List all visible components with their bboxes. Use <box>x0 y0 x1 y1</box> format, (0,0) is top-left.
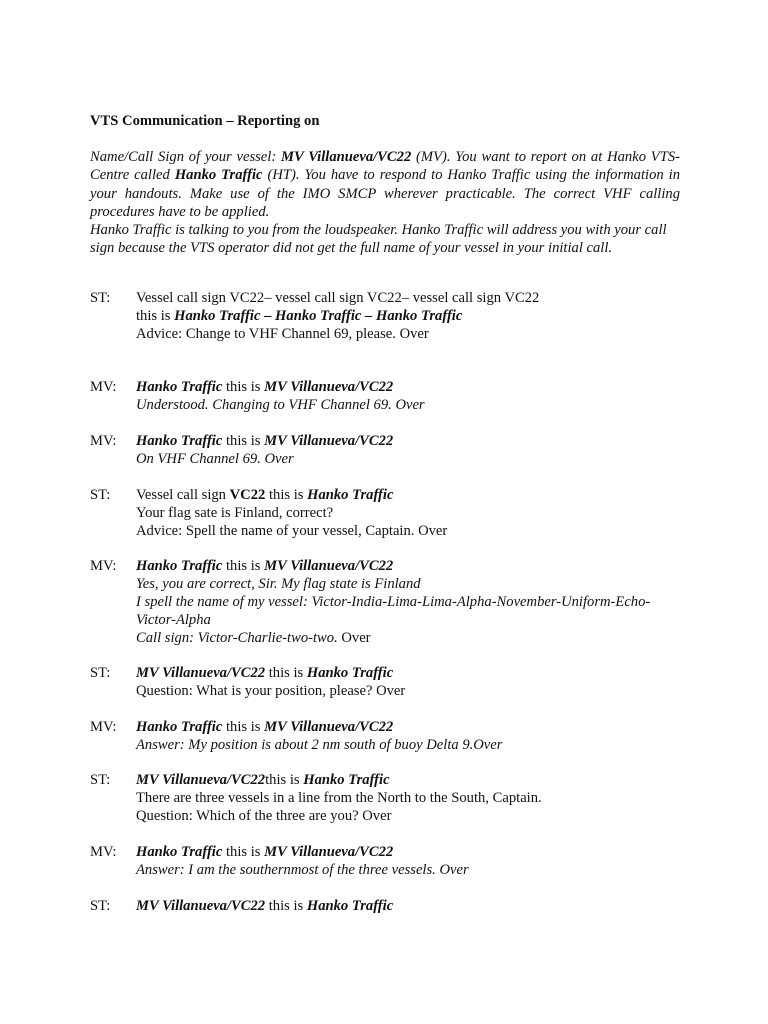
vessel-name: MV Villanueva/VC22 <box>264 433 394 449</box>
intro-loudspeaker-note: Hanko Traffic is talking to you from the loudspeaker. Hanko Traffic will address you with your call sign because the VTS operator did not get the full name of your vessel in your initial call. <box>90 222 667 257</box>
station-name: Hanko Traffic <box>303 772 390 788</box>
turn-line: Question: What is your position, please? Over <box>136 683 406 699</box>
station-name: Hanko Traffic <box>136 844 223 860</box>
line-text: this is <box>265 898 307 914</box>
line-text: this is <box>136 308 175 324</box>
station-name: Hanko Traffic <box>136 558 223 574</box>
turn-line: Answer: I am the southernmost of the three vessels. Over <box>136 862 469 878</box>
intro-text: Name/Call Sign of your vessel: <box>90 149 281 165</box>
line-text: this is <box>222 558 265 574</box>
turn-lines <box>136 289 696 343</box>
vessel-name: MV Villanueva/VC22 <box>136 898 266 914</box>
turn-line <box>136 664 696 682</box>
turn-lines <box>136 664 696 700</box>
call-sign: VC22 <box>229 487 266 503</box>
vessel-name: MV Villanueva/VC22 <box>136 665 266 681</box>
turn-line <box>136 307 696 325</box>
turn-line: Understood. Changing to VHF Channel 69. Over <box>136 397 425 413</box>
turn-line: Vessel call sign VC22– vessel call sign VC22– vessel call sign VC22 <box>136 290 540 306</box>
vessel-name: MV Villanueva/VC22 <box>264 558 394 574</box>
turn-lines <box>136 771 696 825</box>
speaker-label: MV: <box>90 379 117 395</box>
station-name: Hanko Traffic <box>306 665 394 681</box>
turn-line: Advice: Spell the name of your vessel, Captain. Over <box>136 523 448 539</box>
vessel-name: MV Villanueva/VC22 <box>264 719 394 735</box>
line-text: Call sign: Victor-Charlie-two-two. <box>136 630 338 646</box>
line-text: Vessel call sign <box>136 487 230 503</box>
intro-station-name: Hanko Traffic <box>174 167 263 184</box>
speaker-label: ST: <box>90 487 111 503</box>
turn-line <box>136 486 696 504</box>
turn-line <box>136 771 696 789</box>
line-text: this is <box>265 772 304 788</box>
turn-line <box>136 718 696 736</box>
turn-line <box>136 897 696 915</box>
speaker-label: ST: <box>90 772 111 788</box>
speaker-label: ST: <box>90 665 111 681</box>
turn-line <box>136 629 696 647</box>
turn-line: Your flag sate is Finland, correct? <box>136 505 334 521</box>
speaker-label: ST: <box>90 290 111 306</box>
intro-instructions <box>90 148 680 221</box>
line-text: this is <box>222 844 265 860</box>
line-text: this is <box>265 487 308 503</box>
intro-text: (HT). You have to respond to Hanko Traffic using the information in your handouts. Make use of the IMO SMCP wherever practicable. The correct VHF calling procedures have to be applied. <box>90 167 680 220</box>
line-text: this is <box>222 719 265 735</box>
turn-lines <box>136 843 696 879</box>
station-name: Hanko Traffic <box>307 487 394 503</box>
turn-line: On VHF Channel 69. Over <box>136 451 294 467</box>
turn-line <box>136 378 696 396</box>
vessel-name: MV Villanueva/VC22 <box>136 772 266 788</box>
turn-lines <box>136 557 696 647</box>
speaker-label: MV: <box>90 844 117 860</box>
turn-line: Advice: Change to VHF Channel 69, please. Over <box>136 326 429 342</box>
speaker-label: MV: <box>90 433 117 449</box>
turn-line: Answer: My position is about 2 nm south of buoy Delta 9.Over <box>136 737 503 753</box>
line-text: this is <box>222 433 265 449</box>
turn-lines <box>136 432 696 468</box>
station-name: Hanko Traffic – Hanko Traffic – Hanko Traffic <box>174 308 463 324</box>
turn-line: I spell the name of my vessel: Victor-India-Lima-Lima-Alpha-November-Uniform-Echo-Victor-Alpha <box>136 594 651 628</box>
turn-line <box>136 557 696 575</box>
line-text: this is <box>265 665 307 681</box>
speaker-label: MV: <box>90 558 117 574</box>
station-name: Hanko Traffic <box>136 433 223 449</box>
turn-lines <box>136 486 696 540</box>
turn-line: Yes, you are correct, Sir. My flag state is Finland <box>136 576 421 592</box>
intro-paragraph <box>90 148 680 258</box>
speaker-label: ST: <box>90 898 111 914</box>
intro-text: (MV). You want to report on at Hanko VTS-Centre called <box>90 149 680 184</box>
station-name: Hanko Traffic <box>136 379 223 395</box>
document-title: VTS Communication – Reporting on <box>90 113 320 129</box>
vessel-name: MV Villanueva/VC22 <box>264 379 394 395</box>
turn-line: Question: Which of the three are you? Over <box>136 808 392 824</box>
line-text: Over <box>337 630 371 646</box>
speaker-label: MV: <box>90 719 117 735</box>
turn-line <box>136 843 696 861</box>
intro-vessel-name: MV Villanueva/VC22 <box>281 149 412 165</box>
turn-lines <box>136 378 696 414</box>
vessel-name: MV Villanueva/VC22 <box>264 844 394 860</box>
turn-line <box>136 432 696 450</box>
station-name: Hanko Traffic <box>136 719 223 735</box>
turn-lines <box>136 718 696 754</box>
station-name: Hanko Traffic <box>306 898 394 914</box>
line-text: this is <box>222 379 265 395</box>
turn-line: There are three vessels in a line from the North to the South, Captain. <box>136 790 542 806</box>
turn-lines <box>136 897 696 915</box>
